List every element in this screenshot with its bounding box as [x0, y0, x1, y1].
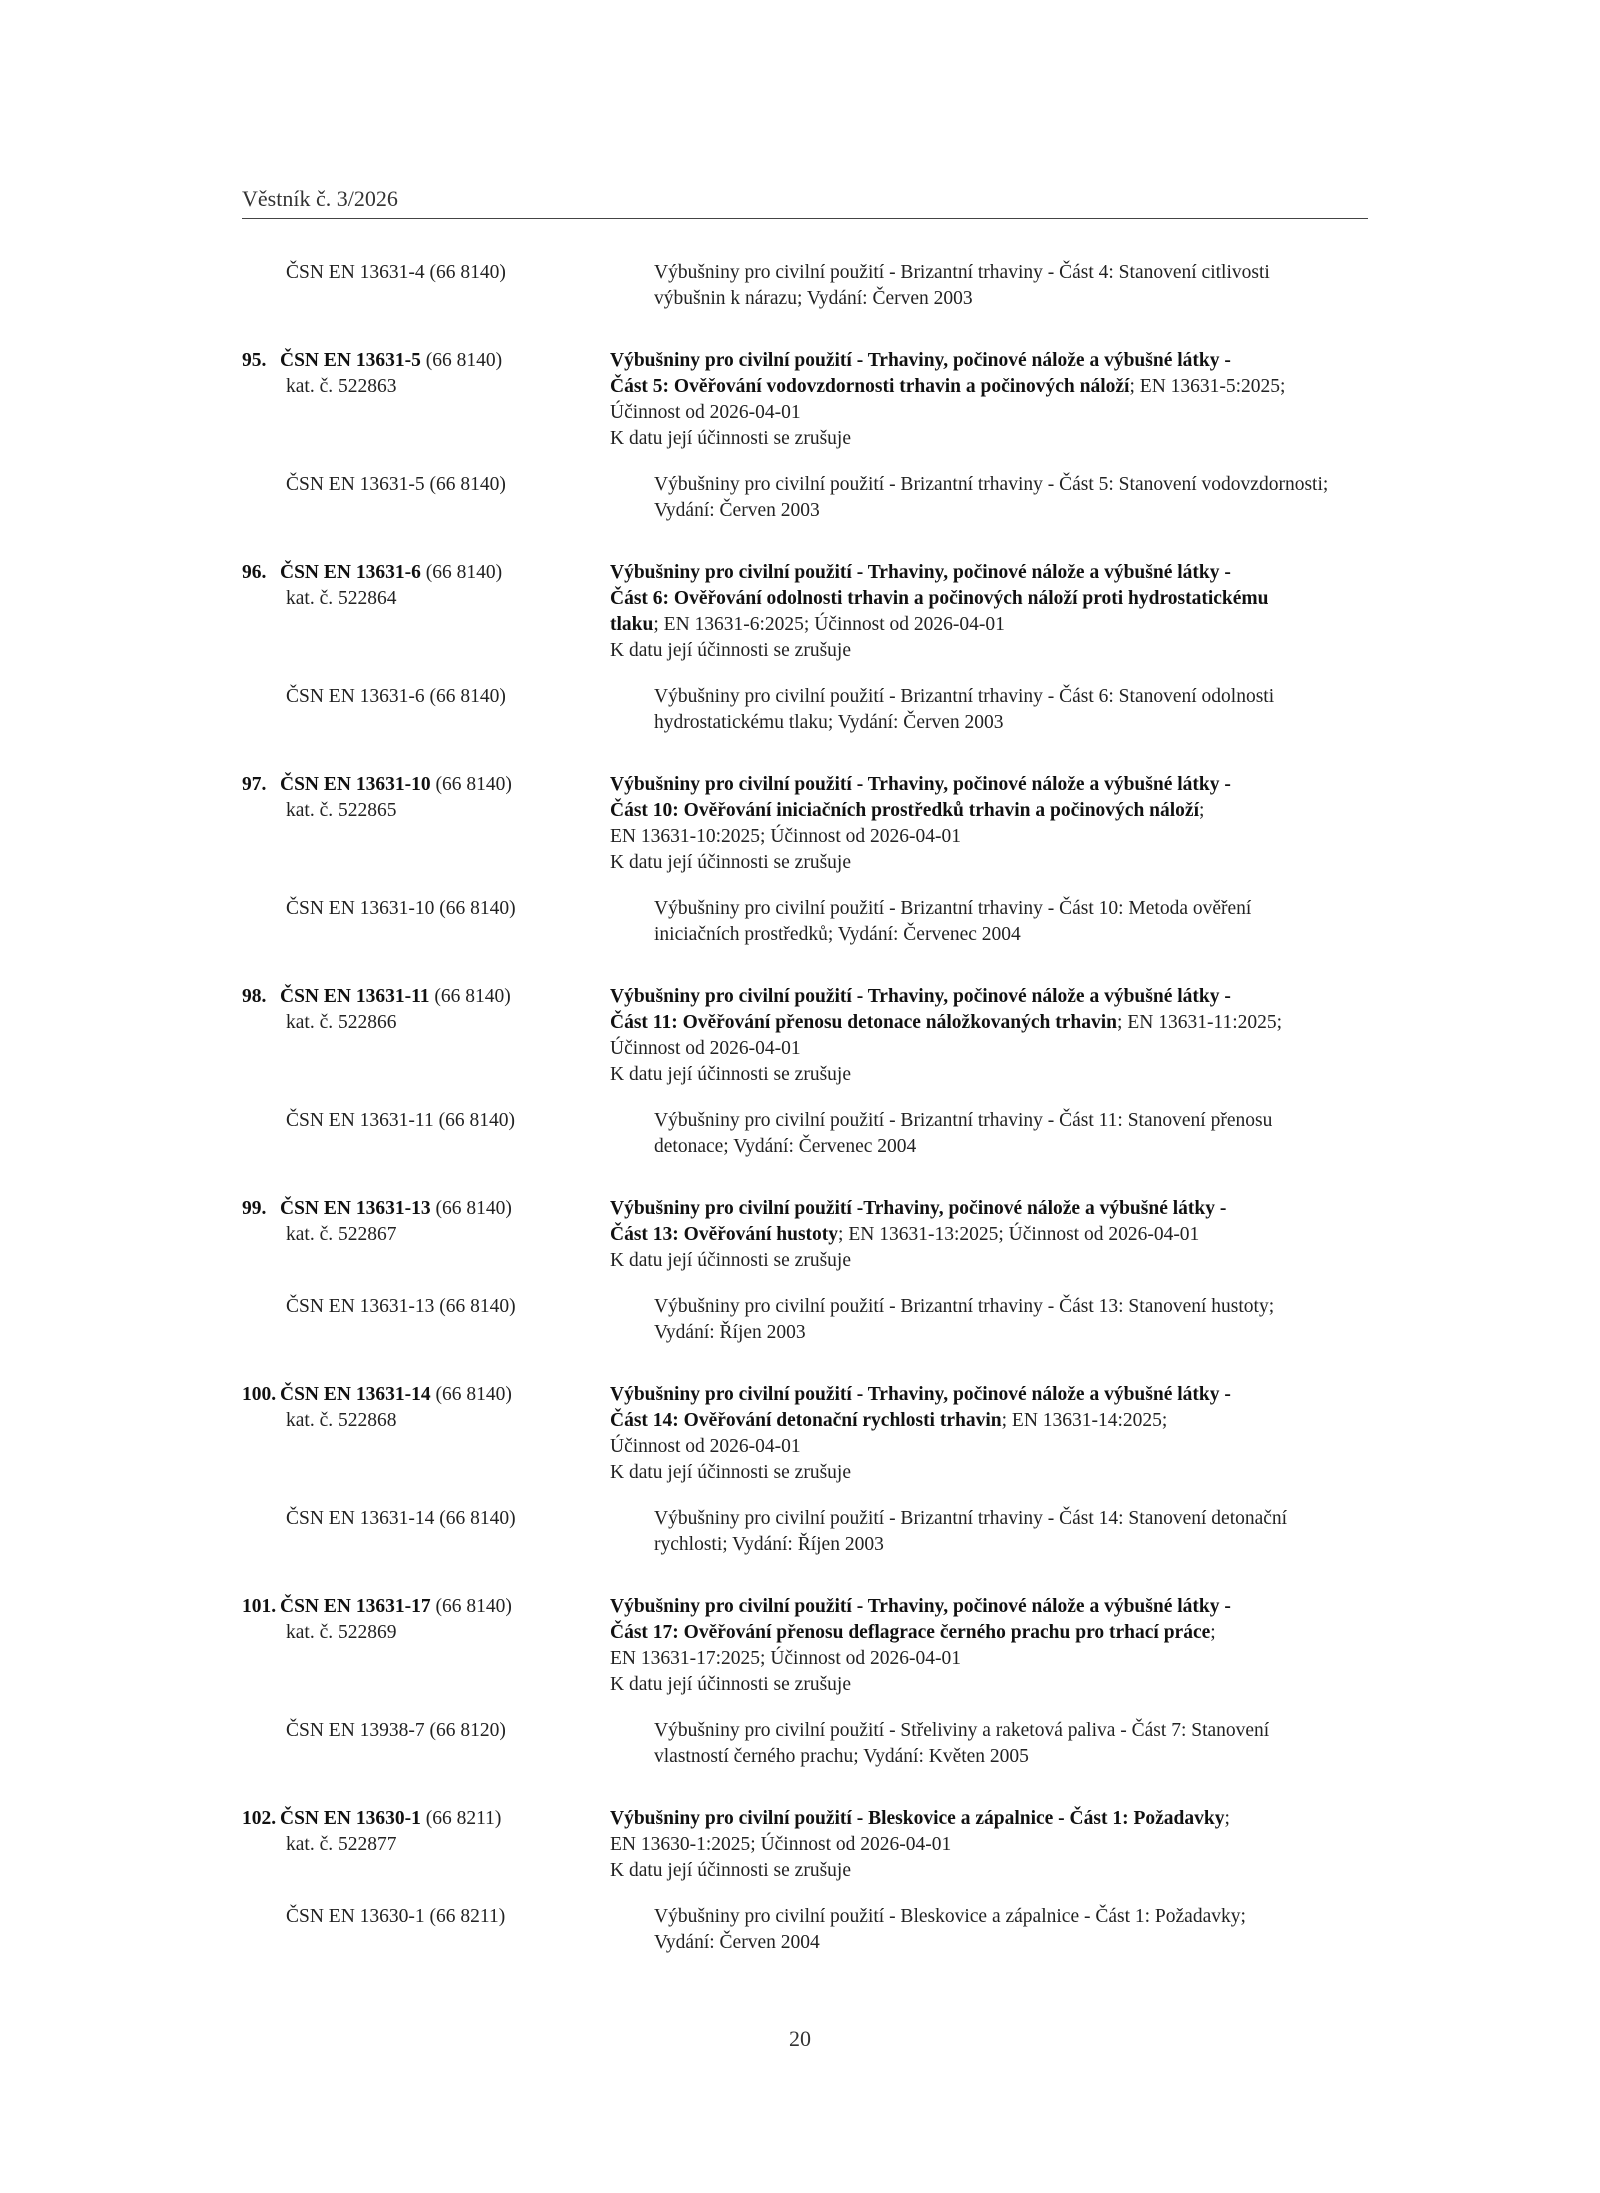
text-segment: ;	[1210, 1622, 1216, 1643]
old-standard-text	[654, 1506, 1372, 1558]
spacer	[242, 1346, 1372, 1382]
standard-description	[610, 1196, 1372, 1274]
text-line	[610, 984, 1372, 1010]
text-line	[610, 1408, 1372, 1434]
standard-id-line	[242, 1196, 610, 1222]
entry-number: 99.	[242, 1198, 267, 1219]
replaced-standard-row	[242, 472, 1372, 524]
catalog-number: kat. č. 522865	[286, 800, 397, 821]
new-standard-row	[242, 1594, 1372, 1698]
standard-id-block	[242, 560, 610, 664]
text-segment: Účinnost od 2026-04-01	[610, 402, 801, 423]
old-standard-code: ČSN EN 13938-7 (66 8120)	[286, 1720, 506, 1741]
replaced-standard-row	[242, 1718, 1372, 1770]
standard-id-block	[242, 348, 610, 452]
bold-title-segment: Výbušniny pro civilní použití -Trhaviny, počinové nálože a výbušné látky -	[610, 1198, 1227, 1219]
old-standard-code: ČSN EN 13631-6 (66 8140)	[286, 686, 506, 707]
text-segment: Účinnost od 2026-04-01	[610, 1436, 801, 1457]
standard-class: (66 8140)	[429, 986, 511, 1007]
bold-title-segment: Část 14: Ověřování detonační rychlosti trhavin	[610, 1410, 1002, 1431]
text-line	[610, 1832, 1372, 1858]
standard-description	[610, 1382, 1372, 1486]
text-line: detonace; Vydání: Červenec 2004	[654, 1136, 917, 1157]
standard-entry	[242, 1806, 1372, 1956]
text-segment: ; EN 13631-14:2025;	[1001, 1410, 1168, 1431]
spacer	[242, 736, 1372, 772]
standard-id-line	[242, 772, 610, 798]
spacer	[242, 948, 1372, 984]
standard-id-line	[242, 1382, 610, 1408]
text-line: Vydání: Červen 2003	[654, 500, 820, 521]
standard-description	[610, 1594, 1372, 1698]
standard-class: (66 8140)	[430, 1384, 512, 1405]
spacer	[242, 524, 1372, 560]
standard-description	[610, 1806, 1372, 1884]
text-line: Výbušniny pro civilní použití - Brizantní trhaviny - Část 4: Stanovení citlivosti	[654, 262, 1270, 283]
standard-id-block	[242, 772, 610, 876]
standard-description	[610, 348, 1372, 452]
text-segment: ;	[1199, 800, 1205, 821]
text-line: Výbušniny pro civilní použití - Střeliviny a raketová paliva - Část 7: Stanovení	[654, 1720, 1270, 1741]
standard-id-line	[242, 1594, 610, 1620]
text-segment: K datu její účinnosti se zrušuje	[610, 1860, 851, 1881]
old-standard-text	[654, 472, 1372, 524]
spacer	[242, 1558, 1372, 1594]
text-line	[610, 1010, 1372, 1036]
entry-number: 97.	[242, 774, 267, 795]
old-standard-code: ČSN EN 13631-10 (66 8140)	[286, 898, 516, 919]
standard-class: (66 8140)	[420, 562, 503, 583]
text-line: Výbušniny pro civilní použití - Brizantní trhaviny - Část 11: Stanovení přenosu	[654, 1110, 1273, 1131]
catalog-number: kat. č. 522863	[286, 376, 397, 397]
old-standard-code: ČSN EN 13630-1 (66 8211)	[286, 1906, 506, 1927]
text-line	[610, 426, 1372, 452]
text-segment: EN 13630-1:2025; Účinnost od 2026-04-01	[610, 1834, 952, 1855]
text-line: Výbušniny pro civilní použití - Brizantní trhaviny - Část 14: Stanovení detonační	[654, 1508, 1288, 1529]
bold-title-segment: tlaku	[610, 614, 654, 635]
spacer	[242, 1884, 1372, 1904]
text-line	[610, 638, 1372, 664]
standard-id-line	[242, 984, 610, 1010]
bold-title-segment: Část 6: Ověřování odolnosti trhavin a počinových náloží proti hydrostatickému	[610, 588, 1269, 609]
text-segment: Účinnost od 2026-04-01	[610, 1038, 801, 1059]
text-segment: K datu její účinnosti se zrušuje	[610, 1674, 851, 1695]
old-standard-text	[654, 896, 1372, 948]
spacer	[242, 1274, 1372, 1294]
catalog-number: kat. č. 522868	[286, 1410, 397, 1431]
text-line: hydrostatickému tlaku; Vydání: Červen 2003	[654, 712, 1004, 733]
old-standard-text	[654, 1904, 1372, 1956]
text-segment: EN 13631-17:2025; Účinnost od 2026-04-01	[610, 1648, 961, 1669]
standard-code: ČSN EN 13630-1	[280, 1808, 421, 1829]
bulletin-title: Věstník č. 3/2026	[242, 186, 398, 211]
text-line: Výbušniny pro civilní použití - Brizantní trhaviny - Část 5: Stanovení vodovzdornosti;	[654, 474, 1329, 495]
catalog-number: kat. č. 522867	[286, 1224, 397, 1245]
text-line	[610, 612, 1372, 638]
text-line	[610, 772, 1372, 798]
standard-id-block	[242, 1382, 610, 1486]
text-line	[610, 1196, 1372, 1222]
text-line	[610, 1594, 1372, 1620]
catalog-number: kat. č. 522866	[286, 1012, 397, 1033]
old-standard-text	[654, 684, 1372, 736]
bold-title-segment: Část 5: Ověřování vodovzdornosti trhavin a počinových náloží	[610, 376, 1130, 397]
spacer	[242, 452, 1372, 472]
bold-title-segment: Výbušniny pro civilní použití - Trhaviny, počinové nálože a výbušné látky -	[610, 562, 1231, 583]
text-line	[610, 1434, 1372, 1460]
standard-class: (66 8211)	[420, 1808, 502, 1829]
entry-number: 100.	[242, 1384, 277, 1405]
standard-entry	[242, 1382, 1372, 1594]
standard-id-line	[242, 1806, 610, 1832]
old-standard-text	[654, 260, 1372, 312]
text-line: Výbušniny pro civilní použití - Brizantní trhaviny - Část 6: Stanovení odolnosti	[654, 686, 1275, 707]
replaced-standard-row	[242, 1294, 1372, 1346]
text-line	[610, 1646, 1372, 1672]
standard-code: ČSN EN 13631-14	[280, 1384, 431, 1405]
old-standard-text	[654, 1718, 1372, 1770]
replaced-standard-row	[242, 1904, 1372, 1956]
text-line	[610, 400, 1372, 426]
standard-class: (66 8140)	[430, 1596, 512, 1617]
page-number: 20	[789, 2026, 811, 2051]
text-segment: K datu její účinnosti se zrušuje	[610, 1462, 851, 1483]
text-line	[610, 560, 1372, 586]
text-line	[610, 374, 1372, 400]
text-line	[610, 1036, 1372, 1062]
old-standard-text	[654, 1294, 1372, 1346]
standard-id-line	[242, 348, 610, 374]
bold-title-segment: Výbušniny pro civilní použití - Trhaviny, počinové nálože a výbušné látky -	[610, 986, 1231, 1007]
bold-title-segment: Část 13: Ověřování hustoty	[610, 1224, 839, 1245]
spacer	[242, 1486, 1372, 1506]
standard-entry	[242, 560, 1372, 772]
catalog-number: kat. č. 522864	[286, 588, 397, 609]
entry-number: 102.	[242, 1808, 277, 1829]
spacer	[242, 1698, 1372, 1718]
bold-title-segment: Výbušniny pro civilní použití - Bleskovice a zápalnice - Část 1: Požadavky	[610, 1808, 1225, 1829]
standard-class: (66 8140)	[420, 350, 503, 371]
standard-entry	[242, 1594, 1372, 1806]
standard-class: (66 8140)	[430, 774, 512, 795]
text-segment: ; EN 13631-13:2025; Účinnost od 2026-04-01	[838, 1224, 1200, 1245]
entries	[242, 348, 1372, 1956]
standard-id-block	[242, 1806, 610, 1884]
new-standard-row	[242, 1196, 1372, 1274]
standard-code: ČSN EN 13631-5	[280, 350, 421, 371]
spacer	[242, 664, 1372, 684]
spacer	[242, 1160, 1372, 1196]
new-standard-row	[242, 984, 1372, 1088]
entry-number: 96.	[242, 562, 267, 583]
text-line	[610, 1460, 1372, 1486]
standard-id-line	[242, 560, 610, 586]
standard-entry	[242, 348, 1372, 560]
entry-number: 95.	[242, 350, 267, 371]
text-segment: ; EN 13631-6:2025; Účinnost od 2026-04-01	[653, 614, 1005, 635]
text-line	[610, 1672, 1372, 1698]
replaced-standard-row	[242, 1108, 1372, 1160]
old-standard-code: ČSN EN 13631-13 (66 8140)	[286, 1296, 516, 1317]
text-line	[610, 1222, 1372, 1248]
old-standard-code: ČSN EN 13631-11 (66 8140)	[286, 1110, 515, 1131]
text-line: Výbušniny pro civilní použití - Bleskovice a zápalnice - Část 1: Požadavky;	[654, 1906, 1246, 1927]
old-standard-text	[654, 1108, 1372, 1160]
text-line	[610, 798, 1372, 824]
text-line	[610, 850, 1372, 876]
spacer	[242, 1770, 1372, 1806]
text-line: Výbušniny pro civilní použití - Brizantní trhaviny - Část 10: Metoda ověření	[654, 898, 1252, 919]
new-standard-row	[242, 1806, 1372, 1884]
text-line: vlastností černého prachu; Vydání: Květen 2005	[654, 1746, 1029, 1767]
text-segment: K datu její účinnosti se zrušuje	[610, 1250, 851, 1271]
bold-title-segment: Výbušniny pro civilní použití - Trhaviny, počinové nálože a výbušné látky -	[610, 1384, 1231, 1405]
page-header	[242, 186, 1368, 219]
text-line	[610, 586, 1372, 612]
text-segment: K datu její účinnosti se zrušuje	[610, 428, 851, 449]
text-line: Vydání: Říjen 2003	[654, 1322, 806, 1343]
bold-title-segment: Výbušniny pro civilní použití - Trhaviny, počinové nálože a výbušné látky -	[610, 350, 1231, 371]
old-standard-code: ČSN EN 13631-4 (66 8140)	[286, 262, 506, 283]
text-line	[610, 824, 1372, 850]
catalog-number: kat. č. 522869	[286, 1622, 397, 1643]
text-segment: ; EN 13631-5:2025;	[1129, 376, 1286, 397]
entry-number: 98.	[242, 986, 267, 1007]
text-line	[610, 1248, 1372, 1274]
standard-code: ČSN EN 13631-13	[280, 1198, 431, 1219]
text-segment: K datu její účinnosti se zrušuje	[610, 640, 851, 661]
standard-description	[610, 772, 1372, 876]
text-segment: ; EN 13631-11:2025;	[1117, 1012, 1283, 1033]
standard-entry	[242, 984, 1372, 1196]
new-standard-row	[242, 348, 1372, 452]
standard-class: (66 8140)	[430, 1198, 512, 1219]
text-line	[610, 1806, 1372, 1832]
standard-id-block	[242, 984, 610, 1088]
standard-code: ČSN EN 13631-17	[280, 1596, 431, 1617]
text-line: Vydání: Červen 2004	[654, 1932, 820, 1953]
bold-title-segment: Část 17: Ověřování přenosu deflagrace černého prachu pro trhací práce	[610, 1622, 1211, 1643]
standard-entry	[242, 1196, 1372, 1382]
replaced-standard-row	[242, 1506, 1372, 1558]
new-standard-row	[242, 1382, 1372, 1486]
standard-id-block	[242, 1594, 610, 1698]
spacer	[242, 1088, 1372, 1108]
standard-description	[610, 560, 1372, 664]
text-segment: K datu její účinnosti se zrušuje	[610, 1064, 851, 1085]
replaced-standard-row	[242, 684, 1372, 736]
bold-title-segment: Výbušniny pro civilní použití - Trhaviny, počinové nálože a výbušné látky -	[610, 1596, 1231, 1617]
entry-number: 101.	[242, 1596, 277, 1617]
standards-list	[242, 260, 1372, 1956]
spacer	[242, 876, 1372, 896]
standard-code: ČSN EN 13631-11	[280, 986, 430, 1007]
text-line	[610, 348, 1372, 374]
old-standard-code: ČSN EN 13631-5 (66 8140)	[286, 474, 506, 495]
standard-code: ČSN EN 13631-10	[280, 774, 431, 795]
bold-title-segment: Výbušniny pro civilní použití - Trhaviny, počinové nálože a výbušné látky -	[610, 774, 1231, 795]
new-standard-row	[242, 560, 1372, 664]
text-line	[610, 1858, 1372, 1884]
standard-description	[610, 984, 1372, 1088]
old-standard-code: ČSN EN 13631-14 (66 8140)	[286, 1508, 516, 1529]
standard-id-block	[242, 1196, 610, 1274]
text-line: rychlosti; Vydání: Říjen 2003	[654, 1534, 884, 1555]
text-line: Výbušniny pro civilní použití - Brizantní trhaviny - Část 13: Stanovení hustoty;	[654, 1296, 1275, 1317]
text-segment: K datu její účinnosti se zrušuje	[610, 852, 851, 873]
new-standard-row	[242, 772, 1372, 876]
text-line: výbušnin k nárazu; Vydání: Červen 2003	[654, 288, 973, 309]
replaced-standard-row	[242, 896, 1372, 948]
bold-title-segment: Část 10: Ověřování iniciačních prostředků trhavin a počinových náloží	[610, 800, 1199, 821]
text-line	[610, 1382, 1372, 1408]
text-line: iniciačních prostředků; Vydání: Červenec 2004	[654, 924, 1021, 945]
text-segment: ;	[1224, 1808, 1230, 1829]
intro-replaced-standard	[242, 260, 1372, 312]
standard-entry	[242, 772, 1372, 984]
text-line	[610, 1620, 1372, 1646]
bold-title-segment: Část 11: Ověřování přenosu detonace náložkovaných trhavin	[610, 1012, 1118, 1033]
text-segment: EN 13631-10:2025; Účinnost od 2026-04-01	[610, 826, 961, 847]
text-line	[610, 1062, 1372, 1088]
catalog-number: kat. č. 522877	[286, 1834, 397, 1855]
standard-code: ČSN EN 13631-6	[280, 562, 421, 583]
